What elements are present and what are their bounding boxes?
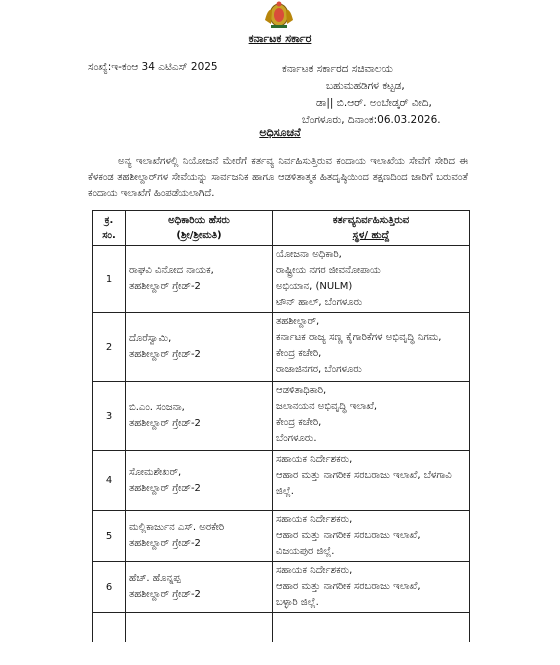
serial-number: 3 <box>93 382 126 451</box>
officer-post: ತಹಶೀಲ್ದಾರ್, ಕರ್ನಾಟಕ ರಾಜ್ಯ ಸಣ್ಣ ಕೈಗಾರಿಕೆಗಳ ಅಭಿವೃದ್ಧಿ ನಿಗಮ, ಕೇಂದ್ರ ಕಚೇರಿ, ರಾಜಾಜಿನಗರ, ಬೆಂಗಳೂರು <box>273 313 470 382</box>
order-number: ಸಂಖ್ಯೆ:ಇ-ಕಂಆ 34 ಎಟಿಎಸ್ 2025 <box>88 61 218 73</box>
officers-table <box>92 210 470 642</box>
address-line: ಕರ್ನಾಟಕ ಸರ್ಕಾರದ ಸಚಿವಾಲಯ <box>282 63 393 75</box>
notification-body <box>88 154 468 202</box>
officer-post: ಸಹಾಯಕ ನಿರ್ದೇಶಕರು, ಆಹಾರ ಮತ್ತು ನಾಗರೀಕ ಸರಬರಾಜು ಇಲಾಖೆ, ವಿಜಯಪುರ ಜಿಲ್ಲೆ. <box>273 511 470 562</box>
header-sl: ಕ್ರ. ಸಂ. <box>93 211 126 246</box>
table-row <box>93 382 470 451</box>
notification-text: ಅನ್ಯ ಇಲಾಖೆಗಳಲ್ಲಿ ನಿಯೋಜನೆ ಮೇರೆಗೆ ಕರ್ತವ್ಯ ನಿರ್ವಹಿಸುತ್ತಿರುವ ಕಂದಾಯ ಇಲಾಖೆಯ ಸೇವೆಗೆ ಸೇರಿದ ಈ ಕೆಳಕಂಡ ತಹಶೀಲ್ದಾರ್‌ಗಳ ಸೇವೆಯನ್ನು ಸಾರ್ವಜನಿಕ ಹಾಗೂ ಆಡಳಿತಾತ್ಮಕ ಹಿತದೃಷ್ಠಿಯಿಂದ ತಕ್ಷಣದಿಂದ ಜಾರಿಗೆ ಬರುವಂತೆ ಕಂದಾಯ ಇಲಾಖೆಗೆ ಹಿಂಪಡೆಯಲಾಗಿದೆ. <box>88 156 468 199</box>
address-line: ಡಾ|| ಬಿ.ಆರ್. ಅಂಬೇಡ್ಕರ್ ವೀದಿ, <box>316 97 432 109</box>
address-line: ಬೆಂಗಳೂರು, ದಿನಾಂಕ:06.03.2026. <box>302 114 441 126</box>
table-row <box>93 511 470 562</box>
table-row-continued <box>93 613 470 643</box>
serial-number: 2 <box>93 313 126 382</box>
officer-name: ದೊರೆಸ್ವಾಮಿ, ತಹಶೀಲ್ದಾರ್ ಗ್ರೇಡ್-2 <box>126 313 273 382</box>
notification-title: ಅಧಿಸೂಚನೆ <box>259 126 301 139</box>
government-title: ಕರ್ನಾಟಕ ಸರ್ಕಾರ <box>248 32 312 45</box>
officer-name: ರಾಘವಿ ವಿನೋದ ನಾಯಕ, ತಹಶೀಲ್ದಾರ್ ಗ್ರೇಡ್-2 <box>126 246 273 313</box>
header-name: ಅಧಿಕಾರಿಯ ಹೆಸರು (ಶ್ರೀ/ಶ್ರೀಮತಿ) <box>126 211 273 246</box>
table-row <box>93 562 470 613</box>
table-row <box>93 246 470 313</box>
empty-cell <box>273 613 470 643</box>
officer-post: ಸಹಾಯಕ ನಿರ್ದೇಶಕರು, ಆಹಾರ ಮತ್ತು ನಾಗರೀಕ ಸರಬರಾಜು ಇಲಾಖೆ, ಬೆಳಗಾವಿ ಜಿಲ್ಲೆ. <box>273 451 470 511</box>
state-emblem-icon <box>262 0 296 30</box>
officer-post: ಸಹಾಯಕ ನಿರ್ದೇಶಕರು, ಆಹಾರ ಮತ್ತು ನಾಗರೀಕ ಸರಬರಾಜು ಇಲಾಖೆ, ಬಳ್ಳಾರಿ ಜಿಲ್ಲೆ. <box>273 562 470 613</box>
empty-cell <box>126 613 273 643</box>
serial-number: 5 <box>93 511 126 562</box>
officer-post: ಆಡಳಿತಾಧಿಕಾರಿ, ಜಲಾನಯನ ಅಭಿವೃದ್ಧಿ ಇಲಾಖೆ, ಕೇಂದ್ರ ಕಚೇರಿ, ಬೆಂಗಳೂರು. <box>273 382 470 451</box>
office-address <box>282 61 441 129</box>
empty-cell <box>93 613 126 643</box>
officer-name: ಬಿ.ಎಂ. ಸಂಜನಾ, ತಹಶೀಲ್ದಾರ್ ಗ್ರೇಡ್-2 <box>126 382 273 451</box>
officer-post: ಯೋಜನಾ ಅಧಿಕಾರಿ, ರಾಷ್ಟ್ರೀಯ ನಗರ ಜೀವನೋಪಾಯ ಅಭಿಯಾನ, (NULM) ಟೌನ್ ಹಾಲ್, ಬೆಂಗಳೂರು <box>273 246 470 313</box>
table-header-row <box>93 211 470 246</box>
serial-number: 6 <box>93 562 126 613</box>
serial-number: 4 <box>93 451 126 511</box>
header-post: ಕರ್ತವ್ಯನಿರ್ವಹಿಸುತ್ತಿರುವ ಸ್ಥಳ/ ಹುದ್ದೆ <box>273 211 470 246</box>
table-row <box>93 313 470 382</box>
officer-name: ಸೋಮಶೇಖರ್, ತಹಶೀಲ್ದಾರ್ ಗ್ರೇಡ್-2 <box>126 451 273 511</box>
serial-number: 1 <box>93 246 126 313</box>
address-line: ಬಹುಮಹಡಿಗಳ ಕಟ್ಟಡ, <box>326 80 405 92</box>
table-row <box>93 451 470 511</box>
officer-name: ಹೆಚ್. ಹೊನ್ನಪ್ಪ ತಹಶೀಲ್ದಾರ್ ಗ್ರೇಡ್-2 <box>126 562 273 613</box>
officer-name: ಮಲ್ಲಿಕಾರ್ಜುನ ಎಸ್. ಅರಕೇರಿ ತಹಶೀಲ್ದಾರ್ ಗ್ರೇಡ್-2 <box>126 511 273 562</box>
